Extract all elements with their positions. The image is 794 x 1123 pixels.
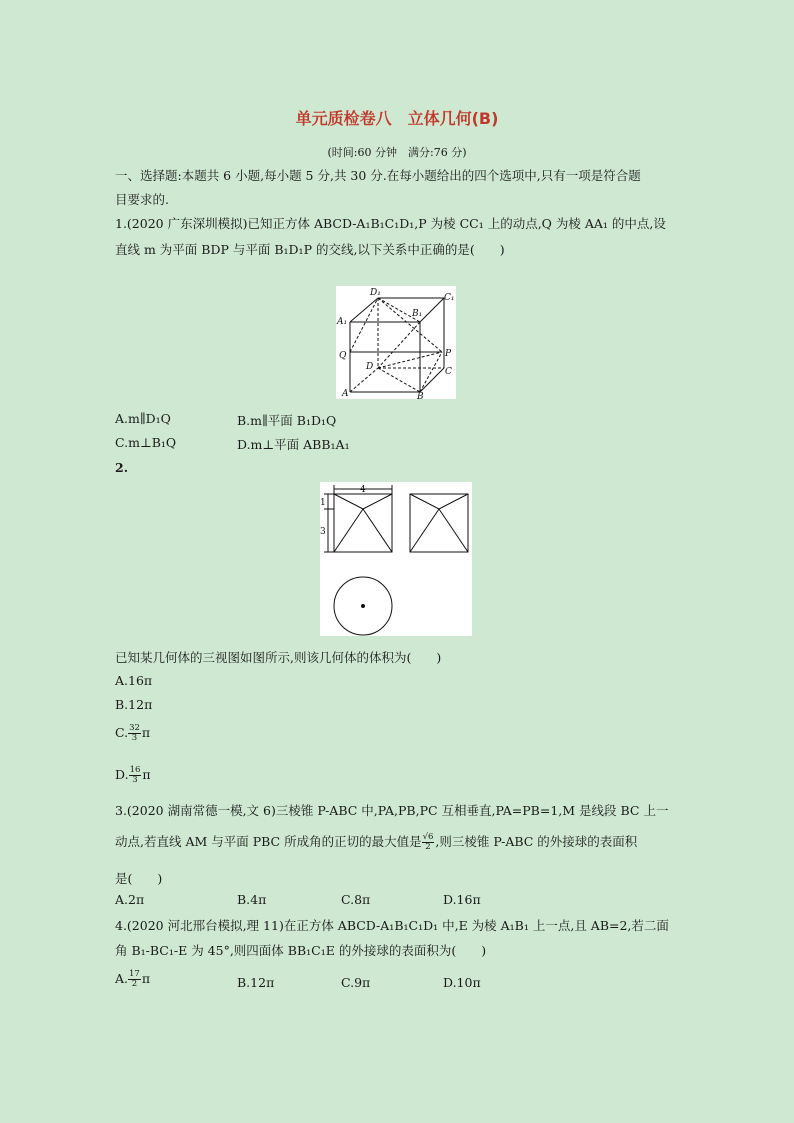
- label-C1: C₁: [444, 293, 455, 303]
- label-A1: A₁: [337, 317, 348, 327]
- q4-option-a: A. $\frac{17}{2}$ π: [115, 969, 151, 989]
- label-A: A: [342, 389, 349, 399]
- section-instructions-line1: 一、选择题:本题共 6 小题,每小题 5 分,共 30 分.在每小题给出的四个选项中,只有一项是符合题: [115, 168, 641, 183]
- q1-stem-line1: 1.(2020 广东深圳模拟)已知正方体 ABCD-A₁B₁C₁D₁,P 为棱 CC₁ 上的动点,Q 为棱 AA₁ 的中点,设: [115, 216, 666, 231]
- section-instructions-line2: 目要求的.: [115, 192, 169, 207]
- q3-option-c: C.8π: [341, 892, 371, 907]
- q3-option-d: D.16π: [443, 892, 481, 907]
- q4-option-b: B.12π: [237, 975, 275, 990]
- q3-stem-line2: 动点,若直线 AM 与平面 PBC 所成角的正切的最大值是 $\frac{√6}{2}$ ,则三棱锥 P-ABC 的外接球的表面积: [115, 832, 638, 852]
- q4-stem-line2: 角 B₁-BC₁-E 为 45°,则四面体 BB₁C₁E 的外接球的表面积为( ): [115, 943, 487, 958]
- q3-option-a: A.2π: [115, 892, 145, 907]
- q3-stem-line1: 3.(2020 湖南常德一模,文 6)三棱锥 P-ABC 中,PA,PB,PC 互相垂直,PA=PB=1,M 是线段 BC 上一: [115, 803, 669, 818]
- label-D: D: [366, 362, 374, 372]
- q4-stem-line1: 4.(2020 河北邢台模拟,理 11)在正方体 ABCD-A₁B₁C₁D₁ 中,E 为棱 A₁B₁ 上一点,且 AB=2,若二面: [115, 918, 669, 933]
- label-Q: Q: [339, 351, 347, 361]
- label-D1: D₁: [370, 288, 381, 298]
- q1-stem-line2: 直线 m 为平面 BDP 与平面 B₁D₁P 的交线,以下关系中正确的是( ): [115, 242, 505, 257]
- three-view-diagram: [320, 482, 472, 636]
- q2-number: 2.: [115, 460, 129, 475]
- q2-option-b: B.12π: [115, 697, 153, 712]
- q4-option-c: C.9π: [341, 975, 371, 990]
- q3-stem-line3: 是( ): [115, 871, 163, 886]
- q1-option-b: B.m∥平面 B₁D₁Q: [237, 413, 337, 428]
- label-B: B: [417, 392, 424, 399]
- center-dot: [361, 604, 365, 608]
- label-C: C: [445, 367, 452, 377]
- q2-option-d: D. $\frac{16}{3}$ π: [115, 765, 151, 785]
- q1-option-a: A.m∥D₁Q: [115, 411, 171, 426]
- q3-option-b: B.4π: [237, 892, 267, 907]
- dim-width-label: 4: [360, 485, 366, 495]
- q2-three-view-figure: [320, 482, 472, 636]
- q1-option-d: D.m⊥平面 ABB₁A₁: [237, 437, 350, 452]
- q2-option-c: C. $\frac{32}{3}$ π: [115, 723, 151, 743]
- q1-cube-figure: [336, 286, 456, 399]
- label-P: P: [445, 349, 452, 359]
- page-title: 单元质检卷八 立体几何(B): [295, 109, 499, 128]
- dim-top-label: 1: [320, 498, 326, 508]
- dim-side-label: 3: [320, 527, 326, 537]
- label-B1: B₁: [412, 309, 423, 319]
- q2-stem: 已知某几何体的三视图如图所示,则该几何体的体积为( ): [115, 650, 442, 665]
- exam-info: (时间:60 分钟 满分:76 分): [327, 146, 467, 159]
- q1-option-c: C.m⊥B₁Q: [115, 435, 177, 450]
- q4-option-d: D.10π: [443, 975, 481, 990]
- q2-option-a: A.16π: [115, 673, 153, 688]
- cube-diagram: [336, 286, 456, 399]
